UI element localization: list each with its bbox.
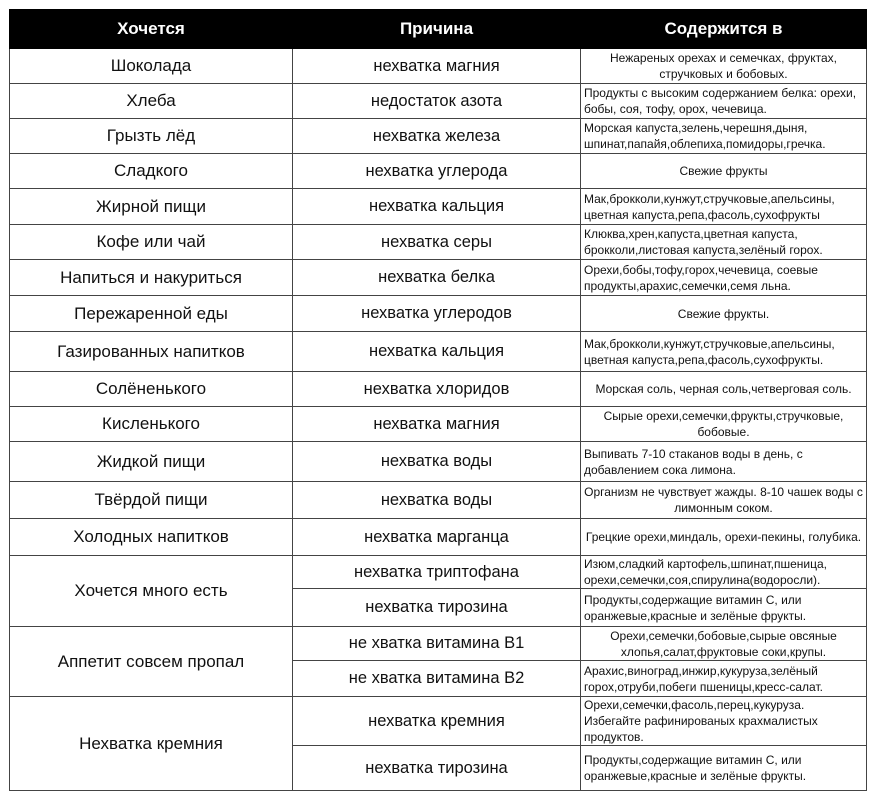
- table-row: [10, 372, 867, 407]
- table-row: [10, 556, 867, 589]
- header-cause: Причина: [293, 10, 581, 49]
- table-row: [10, 697, 867, 746]
- cause-cell: нехватка углерода: [293, 154, 581, 189]
- want-cell: Кофе или чай: [10, 225, 293, 260]
- source-cell: Клюква,хрен,капуста,цветная капуста, брокколи,листовая капуста,зелёный горох.: [581, 225, 867, 260]
- want-cell: Шоколада: [10, 49, 293, 84]
- cause-cell: не хватка витамина B2: [293, 661, 581, 697]
- source-cell: Морская капуста,зелень,черешня,дыня, шпинат,папайя,облепиха,помидоры,гречка.: [581, 119, 867, 154]
- source-cell: Нежареных орехах и семечках, фруктах, стручковых и бобовых.: [581, 49, 867, 84]
- source-cell: Организм не чувствует жажды. 8-10 чашек воды с лимонным соком.: [581, 482, 867, 519]
- want-cell: Хлеба: [10, 84, 293, 119]
- table-row: [10, 189, 867, 225]
- source-cell: Выпивать 7-10 стаканов воды в день, с добавлением сока лимона.: [581, 442, 867, 482]
- source-cell: Грецкие орехи,миндаль, орехи-пекины, голубика.: [581, 519, 867, 556]
- cause-cell: нехватка магния: [293, 49, 581, 84]
- table-header-row: [10, 10, 867, 49]
- want-cell: Солёненького: [10, 372, 293, 407]
- source-cell: Изюм,сладкий картофель,шпинат,пшеница, орехи,семечки,соя,спирулина(водоросли).: [581, 556, 867, 589]
- want-cell: Аппетит совсем пропал: [10, 627, 293, 697]
- cause-cell: нехватка кальция: [293, 189, 581, 225]
- table-row: [10, 154, 867, 189]
- want-cell: Сладкого: [10, 154, 293, 189]
- table-row: [10, 627, 867, 661]
- cause-cell: нехватка кальция: [293, 332, 581, 372]
- table-row: [10, 407, 867, 442]
- table-row: [10, 442, 867, 482]
- table-row: [10, 519, 867, 556]
- cause-cell: нехватка воды: [293, 482, 581, 519]
- source-cell: Мак,брокколи,кунжут,стручковые,апельсины, цветная капуста,репа,фасоль,сухофрукты.: [581, 332, 867, 372]
- want-cell: Жирной пищи: [10, 189, 293, 225]
- cause-cell: нехватка хлоридов: [293, 372, 581, 407]
- table-row: [10, 49, 867, 84]
- want-cell: Пережаренной еды: [10, 296, 293, 332]
- table-row: [10, 119, 867, 154]
- header-want: Хочется: [10, 10, 293, 49]
- want-cell: Грызть лёд: [10, 119, 293, 154]
- cause-cell: нехватка магния: [293, 407, 581, 442]
- table-row: [10, 296, 867, 332]
- want-cell: Кисленького: [10, 407, 293, 442]
- table-row: [10, 482, 867, 519]
- header-source: Содержится в: [581, 10, 867, 49]
- source-cell: Сырые орехи,семечки,фрукты,стручковые, бобовые.: [581, 407, 867, 442]
- table-row: [10, 84, 867, 119]
- table-row: [10, 332, 867, 372]
- source-cell: Арахис,виноград,инжир,кукуруза,зелёный горох,отруби,побеги пшеницы,кресс-салат.: [581, 661, 867, 697]
- cause-cell: не хватка витамина B1: [293, 627, 581, 661]
- cause-cell: нехватка воды: [293, 442, 581, 482]
- want-cell: Твёрдой пищи: [10, 482, 293, 519]
- want-cell: Холодных напитков: [10, 519, 293, 556]
- source-cell: Продукты,содержащие витамин С, или оранжевые,красные и зелёные фрукты.: [581, 589, 867, 627]
- source-cell: Орехи,бобы,тофу,горох,чечевица, соевые продукты,арахис,семечки,семя льна.: [581, 260, 867, 296]
- table-row: [10, 225, 867, 260]
- cause-cell: нехватка марганца: [293, 519, 581, 556]
- source-cell: Мак,брокколи,кунжут,стручковые,апельсины, цветная капуста,репа,фасоль,сухофрукты: [581, 189, 867, 225]
- cause-cell: нехватка тирозина: [293, 746, 581, 791]
- cause-cell: нехватка углеродов: [293, 296, 581, 332]
- source-cell: Морская соль, черная соль,четверговая соль.: [581, 372, 867, 407]
- want-cell: Нехватка кремния: [10, 697, 293, 791]
- source-cell: Продукты,содержащие витамин С, или оранжевые,красные и зелёные фрукты.: [581, 746, 867, 791]
- source-cell: Свежие фрукты: [581, 154, 867, 189]
- cause-cell: нехватка серы: [293, 225, 581, 260]
- cause-cell: нехватка триптофана: [293, 556, 581, 589]
- cravings-table: [9, 9, 867, 791]
- cause-cell: нехватка белка: [293, 260, 581, 296]
- cause-cell: нехватка железа: [293, 119, 581, 154]
- want-cell: Напиться и накуриться: [10, 260, 293, 296]
- cause-cell: нехватка тирозина: [293, 589, 581, 627]
- cause-cell: нехватка кремния: [293, 697, 581, 746]
- source-cell: Орехи,семечки,фасоль,перец,кукуруза. Избегайте рафинированых крахмалистых продуктов.: [581, 697, 867, 746]
- want-cell: Хочется много есть: [10, 556, 293, 627]
- source-cell: Свежие фрукты.: [581, 296, 867, 332]
- want-cell: Газированных напитков: [10, 332, 293, 372]
- table-row: [10, 260, 867, 296]
- source-cell: Орехи,семечки,бобовые,сырые овсяные хлопья,салат,фруктовые соки,крупы.: [581, 627, 867, 661]
- source-cell: Продукты с высоким содержанием белка: орехи, бобы, соя, тофу, орох, чечевица.: [581, 84, 867, 119]
- want-cell: Жидкой пищи: [10, 442, 293, 482]
- cause-cell: недостаток азота: [293, 84, 581, 119]
